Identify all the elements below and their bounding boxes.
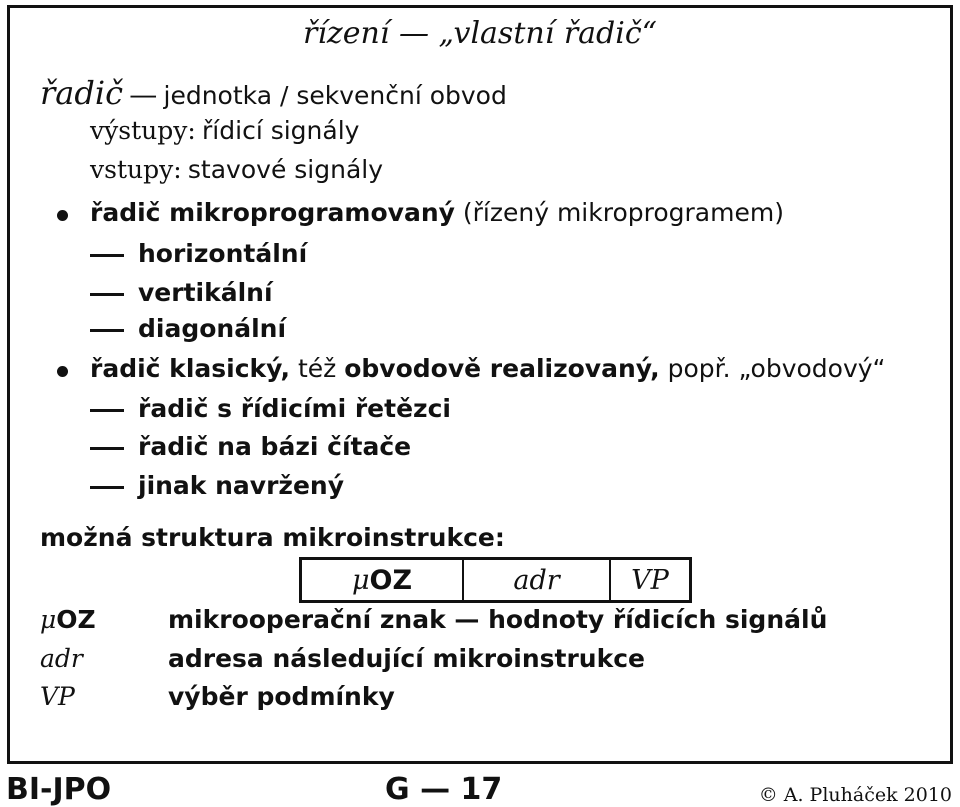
definition-dash: —	[129, 78, 158, 111]
legend-key: VP	[40, 682, 75, 711]
sub-item-label: vertikální	[138, 278, 273, 307]
item-title: řadič klasický,	[90, 354, 290, 383]
list-item-microprogrammed	[90, 198, 784, 227]
dash-icon	[90, 254, 124, 257]
slide-title: řízení — „vlastní řadič“	[303, 16, 657, 51]
outputs-line	[90, 116, 359, 146]
legend-key: adr	[40, 644, 83, 673]
inputs-line	[90, 155, 383, 185]
field-vp: VP	[610, 559, 691, 602]
list-item-classic	[90, 354, 886, 383]
outputs-label: výstupy:	[90, 116, 196, 145]
sub-item	[90, 471, 344, 500]
inputs-value: stavové signály	[187, 155, 384, 184]
field-adr: adr	[463, 559, 610, 602]
bullet-icon	[57, 366, 68, 377]
footer-page: G — 17	[385, 772, 503, 807]
item-title: řadič mikroprogramovaný	[90, 198, 455, 227]
item-mid: též	[297, 354, 337, 383]
dash-icon	[90, 486, 124, 489]
item-note: popř. „obvodový“	[667, 354, 886, 383]
item-title-2: obvodově realizovaný,	[344, 354, 660, 383]
legend-key: μOZ	[40, 605, 96, 634]
dash-icon	[90, 447, 124, 450]
footer-course: BI-JPO	[6, 772, 112, 807]
sub-item-label: horizontální	[138, 239, 308, 268]
dash-icon	[90, 293, 124, 296]
microinstruction-format	[299, 557, 692, 603]
definition-term: řadič	[40, 74, 124, 112]
legend-value: adresa následující mikroinstrukce	[168, 644, 645, 673]
bullet-icon	[57, 210, 68, 221]
field-moz: μOZ	[351, 564, 413, 596]
definition-description: jednotka / sekvenční obvod	[163, 81, 507, 110]
structure-heading: možná struktura mikroinstrukce:	[40, 523, 505, 552]
footer-copyright: © A. Pluháček 2010	[758, 784, 952, 806]
dash-icon	[90, 409, 124, 412]
sub-item	[90, 314, 286, 343]
legend-value: mikrooperační znak — hodnoty řídicích signálů	[168, 605, 828, 634]
sub-item-label: diagonální	[138, 314, 287, 343]
sub-item-label: řadič na bázi čítače	[138, 432, 412, 461]
definition-line	[40, 74, 507, 112]
legend-value: výběr podmínky	[168, 682, 395, 711]
sub-item	[90, 239, 307, 268]
sub-item	[90, 432, 411, 461]
sub-item-label: řadič s řídicími řetězci	[138, 394, 451, 423]
dash-icon	[90, 329, 124, 332]
sub-item-label: jinak navržený	[138, 471, 345, 500]
inputs-label: vstupy:	[90, 155, 182, 184]
sub-item	[90, 394, 451, 423]
item-note: (řízený mikroprogramem)	[462, 198, 784, 227]
sub-item	[90, 278, 273, 307]
outputs-value: řídicí signály	[202, 116, 360, 145]
